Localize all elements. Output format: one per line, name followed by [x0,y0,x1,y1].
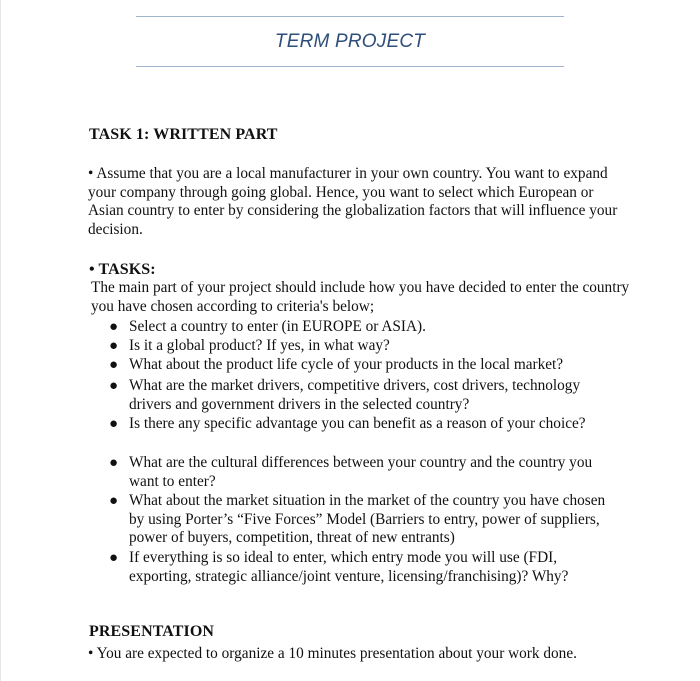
list-bullet: ● [109,550,119,566]
list-item: ● What about the market situation in the market of the country you have chosen by using Porter’s “Five Forces” Model (Barriers to entry, power of suppliers, power of buyers, competition, threat of new entrants) [109,492,606,547]
list-item: ● Select a country to enter (in EUROPE or ASIA). [109,318,426,335]
tasks-intro-paragraph: The main part of your project should include how you have decided to enter the country you have chosen according to criteria's below; [91,279,630,315]
tasks-heading: TASKS: [98,261,156,278]
tasks-heading-line [89,261,156,279]
header-bottom-rule [136,66,564,67]
task1-heading: TASK 1: WRITTEN PART [89,126,278,143]
presentation-heading: PRESENTATION [89,623,215,640]
presentation-bullet: • [88,645,94,662]
list-bullet: ● [109,493,119,509]
task1-intro-paragraph [88,165,628,239]
header-top-rule [136,16,564,17]
list-item: ● What about the product life cycle of your products in the local market? [109,356,564,373]
list-item: ● If everything is so ideal to enter, which entry mode you will use (FDI, exporting, strategic alliance/joint venture, licensing/franchising)? Why? [109,549,569,585]
task1-intro-text: Assume that you are a local manufacturer in your own country. You want to expand your company through going global. Hence, you want to select which European or Asian country to enter by considering the globalization factors that will influence your decision. [88,165,618,238]
presentation-text: You are expected to organize a 10 minutes presentation about your work done. [96,645,577,662]
list-item: ● Is there any specific advantage you can benefit as a reason of your choice? [109,415,586,432]
list-bullet: ● [109,319,119,335]
list-bullet: ● [109,416,119,432]
list-bullet: ● [109,455,119,471]
document-title: TERM PROJECT [274,31,426,52]
list-bullet: ● [109,378,119,394]
tasks-bullet: • [89,261,95,278]
list-bullet: ● [109,357,119,373]
presentation-paragraph [88,645,668,664]
list-bullet: ● [109,338,119,354]
list-item: ● Is it a global product? If yes, in what way? [109,337,390,354]
task1-bullet: • [88,165,94,182]
list-item: ● What are the cultural differences between your country and the country you want to enter? [109,454,593,490]
list-item: ● What are the market drivers, competitive drivers, cost drivers, technology drivers and government drivers in the selected country? [109,377,581,413]
